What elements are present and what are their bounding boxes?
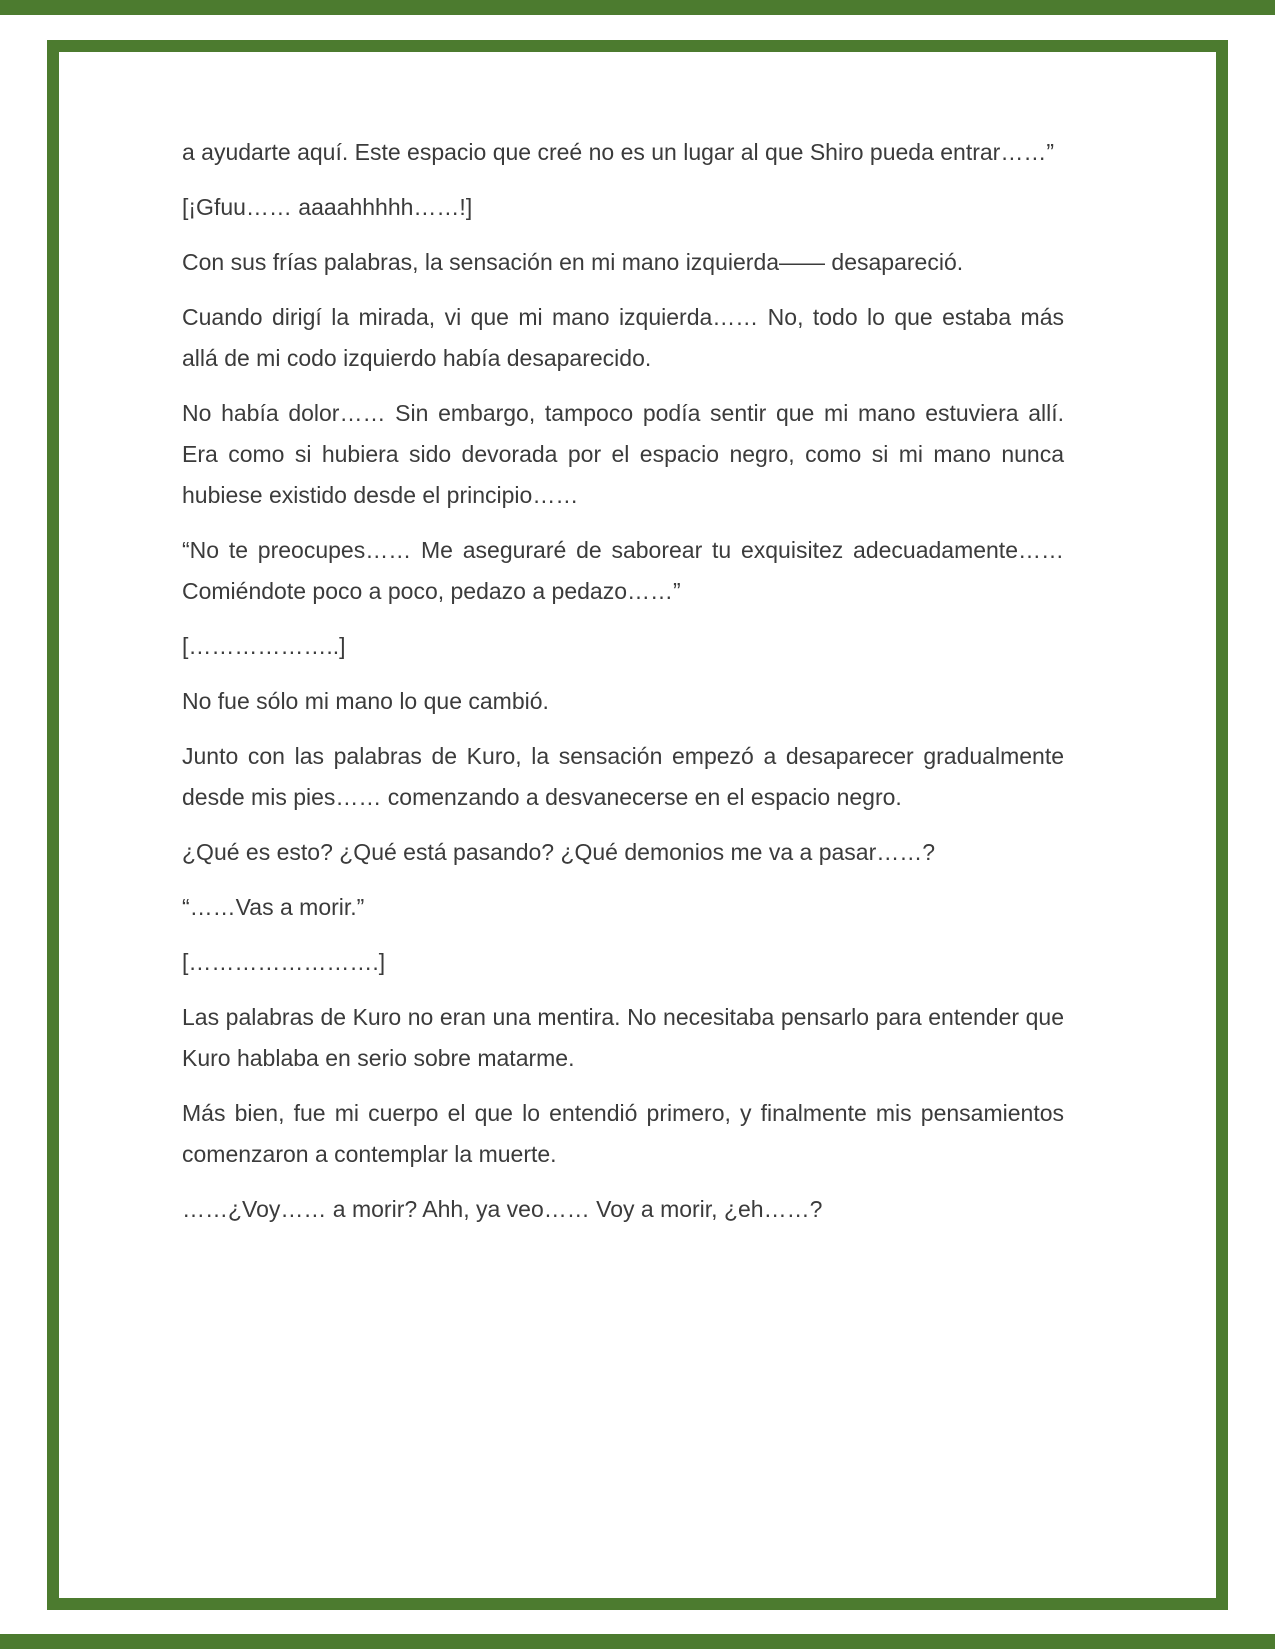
- paragraph-13: Las palabras de Kuro no eran una mentira. No necesitaba pensarlo para entender que Kuro hablaba en serio sobre matarme.: [182, 1004, 1064, 1071]
- paragraph-9: Junto con las palabras de Kuro, la sensación empezó a desaparecer gradualmente desde mis pies…… comenzando a desvanecerse en el espacio negro.: [182, 743, 1064, 810]
- paragraph-15: ……¿Voy…… a morir? Ahh, ya veo…… Voy a morir, ¿eh……?: [182, 1196, 823, 1222]
- paragraph-11: “……Vas a morir.”: [182, 894, 365, 920]
- paragraph-8: No fue sólo mi mano lo que cambió.: [182, 688, 549, 714]
- paragraph-10: ¿Qué es esto? ¿Qué está pasando? ¿Qué demonios me va a pasar……?: [182, 839, 936, 865]
- bottom-edge-border: [0, 1634, 1275, 1649]
- top-edge-border: [0, 0, 1275, 15]
- paragraph-3: Con sus frías palabras, la sensación en mi mano izquierda—— desapareció.: [182, 249, 964, 275]
- page-content: [182, 132, 1064, 1244]
- paragraph-5: No había dolor…… Sin embargo, tampoco podía sentir que mi mano estuviera allí. Era como si hubiera sido devorada por el espacio negro, como si mi mano nunca hubiese existido desde el principio……: [182, 400, 1064, 508]
- paragraph-6: “No te preocupes…… Me aseguraré de saborear tu exquisitez adecuadamente…… Comiéndote poco a poco, pedazo a pedazo……”: [182, 537, 1064, 604]
- paragraph-7: [………………..]: [182, 633, 346, 659]
- paragraph-2: [¡Gfuu…… aaaahhhhh……!]: [182, 194, 473, 220]
- paragraph-4: Cuando dirigí la mirada, vi que mi mano izquierda…… No, todo lo que estaba más allá de mi codo izquierdo había desaparecido.: [182, 304, 1064, 371]
- page-border-frame: [47, 40, 1228, 1610]
- paragraph-14: Más bien, fue mi cuerpo el que lo entendió primero, y finalmente mis pensamientos comenzaron a contemplar la muerte.: [182, 1100, 1064, 1167]
- paragraph-1: a ayudarte aquí. Este espacio que creé no es un lugar al que Shiro pueda entrar……”: [182, 139, 1054, 165]
- paragraph-12: […………………….]: [182, 949, 386, 975]
